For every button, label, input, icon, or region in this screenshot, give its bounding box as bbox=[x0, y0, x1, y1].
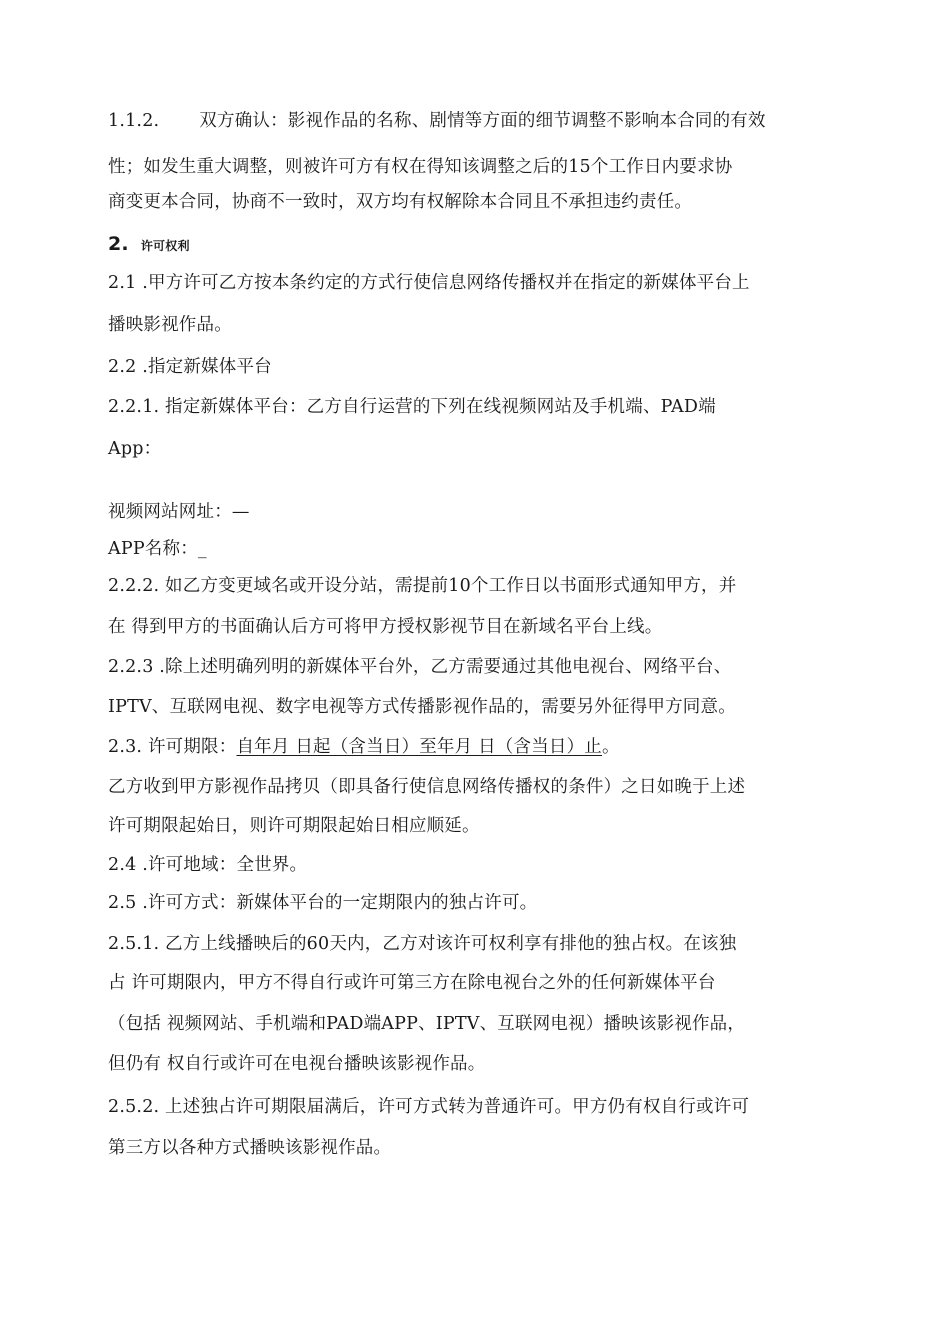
section-title: 许可权利 bbox=[140, 239, 190, 253]
clause-2-5-1-line-2: 占 许可期限内，甲方不得自行或许可第三方在除电视台之外的任何新媒体平台 bbox=[108, 973, 716, 993]
clause-2-5-2-line-1: 2.5.2. 上述独占许可期限届满后，许可方式转为普通许可。甲方仍有权自行或许可 bbox=[108, 1097, 750, 1117]
clause-2-2-3-line-1: 2.2.3 .除上述明确列明的新媒体平台外，乙方需要通过其他电视台、网络平台、 bbox=[108, 657, 732, 677]
license-term-label: 2.3. 许可期限： bbox=[108, 737, 237, 757]
clause-2-5-1-line-3: （包括 视频网站、手机端和PAD端APP、IPTV、互联网电视）播映该影视作品， bbox=[108, 1014, 746, 1034]
clause-1-1-2-line-1 bbox=[108, 109, 766, 133]
clause-text: 双方确认：影视作品的名称、剧情等方面的细节调整不影响本合同的有效 bbox=[199, 111, 766, 131]
clause-2-4: 2.4 .许可地域：全世界。 bbox=[108, 855, 308, 875]
section-2-heading bbox=[108, 232, 190, 258]
clause-2-2-2-line-1: 2.2.2. 如乙方变更域名或开设分站，需提前10个工作日以书面形式通知甲方，并 bbox=[108, 576, 737, 596]
license-term-value: 自年月 日起（含当日）至年月 日（含当日）止 bbox=[236, 737, 602, 757]
clause-2-5-2-line-2: 第三方以各种方式播映该影视作品。 bbox=[108, 1138, 392, 1158]
clause-number: 1.1.2. bbox=[108, 111, 160, 131]
clause-2-2-1-line-1: 2.2.1. 指定新媒体平台：乙方自行运营的下列在线视频网站及手机端、PAD端 bbox=[108, 397, 716, 417]
license-term-end: 。 bbox=[602, 737, 620, 757]
clause-2-2: 2.2 .指定新媒体平台 bbox=[108, 357, 272, 377]
clause-2-2-1-line-2: App： bbox=[108, 439, 162, 459]
clause-2-5-1-line-4: 但仍有 权自行或许可在电视台播映该影视作品。 bbox=[108, 1054, 486, 1074]
clause-2-2-2-line-2: 在 得到甲方的书面确认后方可将甲方授权影视节目在新域名平台上线。 bbox=[108, 617, 663, 637]
app-name-field: APP名称：_ bbox=[108, 539, 207, 559]
clause-2-3-note-line-1: 乙方收到甲方影视作品拷贝（即具备行使信息网络传播权的条件）之日如晚于上述 bbox=[108, 777, 746, 797]
clause-2-2-3-line-2: IPTV、互联网电视、数字电视等方式传播影视作品的，需要另外征得甲方同意。 bbox=[108, 697, 736, 717]
section-number: 2. bbox=[108, 233, 129, 255]
clause-2-1-line-1: 2.1 .甲方许可乙方按本条约定的方式行使信息网络传播权并在指定的新媒体平台上 bbox=[108, 273, 750, 293]
clause-2-3 bbox=[108, 735, 620, 759]
clause-2-5: 2.5 .许可方式：新媒体平台的一定期限内的独占许可。 bbox=[108, 893, 538, 913]
website-field: 视频网站网址：— bbox=[108, 502, 250, 522]
clause-2-3-note-line-2: 许可期限起始日，则许可期限起始日相应顺延。 bbox=[108, 816, 480, 836]
clause-1-1-2-line-2: 性；如发生重大调整，则被许可方有权在得知该调整之后的15个工作日内要求协 bbox=[108, 157, 733, 177]
clause-1-1-2-line-3: 商变更本合同，协商不一致时，双方均有权解除本合同且不承担违约责任。 bbox=[108, 192, 693, 212]
clause-2-5-1-line-1: 2.5.1. 乙方上线播映后的60天内，乙方对该许可权利享有排他的独占权。在该独 bbox=[108, 934, 737, 954]
clause-2-1-line-2: 播映影视作品。 bbox=[108, 315, 232, 335]
